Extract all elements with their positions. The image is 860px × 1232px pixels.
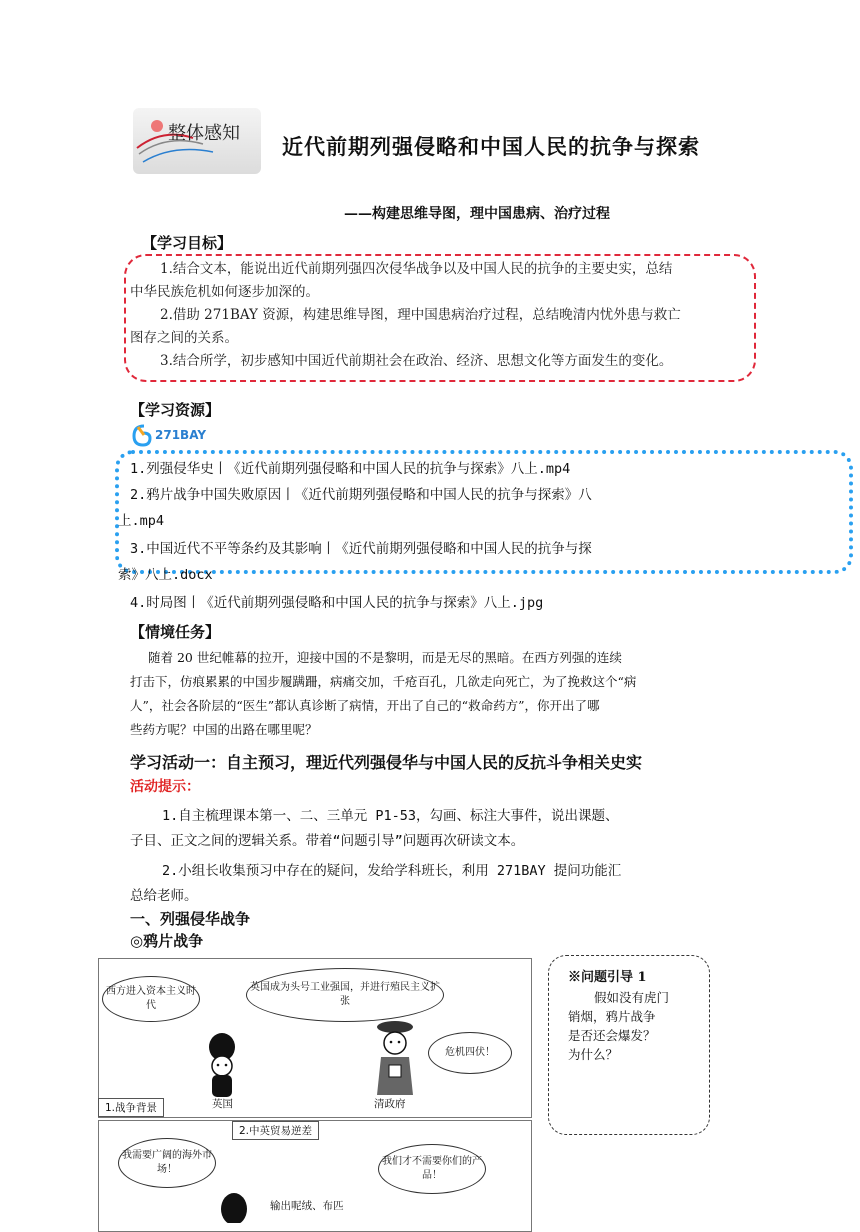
goal-line: 图存之间的关系。 bbox=[130, 330, 238, 346]
resource-link[interactable]: 1.列强侵华史丨《近代前期列强侵略和中国人民的抗争与探索》八上.mp4 bbox=[130, 461, 571, 477]
qing-official-icon bbox=[371, 1017, 419, 1099]
goals-heading: 【学习目标】 bbox=[142, 234, 233, 252]
resource-link[interactable]: 3.中国近代不平等条约及其影响丨《近代前期列强侵略和中国人民的抗争与探 bbox=[130, 541, 592, 557]
speech-bubble: 我需要广阔的海外市场！ bbox=[118, 1138, 216, 1188]
banner-label: 整体感知 bbox=[168, 123, 240, 144]
scenario-line: 些药方呢？中国的出路在哪里呢？ bbox=[130, 722, 318, 737]
section-subheading: ◎鸦片战争 bbox=[130, 932, 204, 950]
page-subtitle: ——构建思维导图，理中国患病、治疗过程 bbox=[344, 206, 610, 222]
figure-caption: 英国 bbox=[212, 1098, 233, 1110]
panel-tag: 1.战争背景 bbox=[98, 1098, 164, 1117]
scenario-line: 人”，社会各阶层的“医生”都认真诊断了病情，开出了自己的“救命药方”，你开出了哪 bbox=[130, 698, 600, 713]
goal-line: 2.借助 271BAY 资源，构建思维导图，理中国患病治疗过程，总结晚清内忧外患与救亡 bbox=[160, 307, 681, 323]
panel-tag: 2.中英贸易逆差 bbox=[232, 1121, 319, 1140]
comic-note: 输出呢绒、布匹 bbox=[270, 1200, 344, 1212]
section-heading: 一、列强侵华战争 bbox=[130, 910, 251, 928]
resource-link-cont[interactable]: 索》八上.docx bbox=[118, 567, 213, 583]
british-figure-icon bbox=[199, 1033, 245, 1099]
resources-heading: 【学习资源】 bbox=[130, 401, 221, 419]
question-line: 为什么？ bbox=[568, 1047, 619, 1062]
question-line: 假如没有虎门 bbox=[594, 990, 670, 1005]
question-line: 是否还会爆发？ bbox=[568, 1028, 656, 1043]
activity-title: 学习活动一：自主预习，理近代列强侵华与中国人民的反抗斗争相关史实 bbox=[130, 753, 643, 772]
goal-line: 1.结合文本，能说出近代前期列强四次侵华战争以及中国人民的抗争的主要史实，总结 bbox=[160, 261, 673, 277]
activity-line: 总给老师。 bbox=[130, 888, 198, 904]
resource-link[interactable]: 2.鸦片战争中国失败原因丨《近代前期列强侵略和中国人民的抗争与探索》八 bbox=[130, 487, 592, 503]
speech-bubble: 我们才不需要你们的产品！ bbox=[378, 1144, 486, 1194]
goal-line: 3.结合所学，初步感知中国近代前期社会在政治、经济、思想文化等方面发生的变化。 bbox=[160, 353, 673, 369]
question-line: 销烟，鸦片战争 bbox=[568, 1009, 656, 1024]
resource-link[interactable]: 4.时局图丨《近代前期列强侵略和中国人民的抗争与探索》八上.jpg bbox=[130, 595, 544, 611]
goal-line: 中华民族危机如何逐步加深的。 bbox=[130, 284, 319, 300]
resource-link-cont[interactable]: 上.mp4 bbox=[118, 513, 165, 529]
activity-line: 子目、正文之间的逻辑关系。带着“问题引导”问题再次研读文本。 bbox=[130, 833, 525, 849]
activity-hint-label: 活动提示： bbox=[130, 779, 200, 795]
page-title: 近代前期列强侵略和中国人民的抗争与探索 bbox=[282, 134, 700, 159]
figure-caption: 清政府 bbox=[374, 1098, 406, 1110]
activity-line: 2.小组长收集预习中存在的疑问，发给学科班长，利用 271BAY 提问功能汇 bbox=[162, 863, 622, 879]
speech-bubble: 西方进入资本主义时代 bbox=[102, 976, 200, 1022]
activity-line: 1.自主梳理课本第一、二、三单元 P1-53，勾画、标注大事件，说出课题、 bbox=[162, 808, 619, 824]
scenario-heading: 【情境任务】 bbox=[130, 623, 221, 641]
british-figure-icon bbox=[217, 1193, 251, 1223]
question-title: ※问题引导 1 bbox=[568, 970, 647, 985]
speech-bubble: 危机四伏！ bbox=[428, 1032, 512, 1074]
scenario-line: 打击下，仿痕累累的中国步履蹒跚，病痛交加，千疮百孔，几欲走向死亡，为了挽救这个“病 bbox=[130, 674, 637, 689]
speech-bubble: 英国成为头号工业强国，并进行殖民主义扩张 bbox=[246, 968, 444, 1022]
scenario-line: 随着 20 世纪帷幕的拉开，迎接中国的不是黎明，而是无尽的黑暗。在西方列强的连续 bbox=[148, 650, 622, 665]
brand-logo bbox=[130, 423, 206, 447]
brand-logo-text: 271BAY bbox=[155, 428, 207, 442]
brand-logo-icon bbox=[130, 423, 152, 447]
